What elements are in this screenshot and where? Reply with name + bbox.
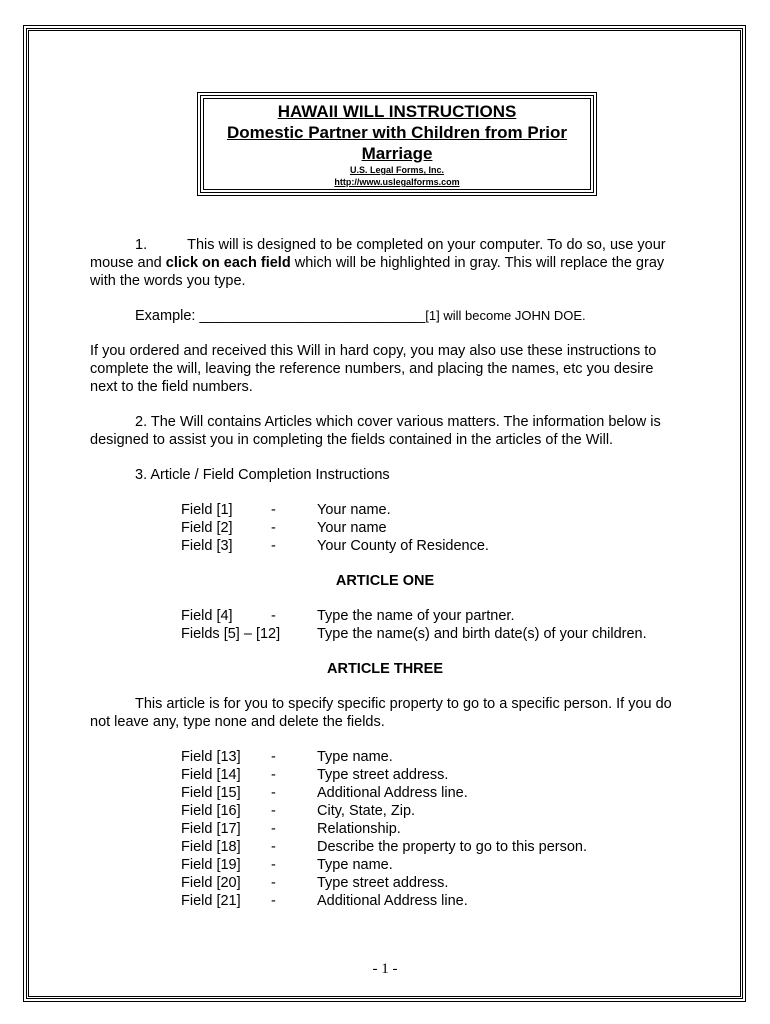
example-label: Example: (135, 308, 200, 324)
example-blank: ____________________________ (199, 308, 426, 324)
paragraph-1-text-b: which will be highlighted in gray. This will replace the gray with the words you type. (90, 255, 665, 289)
field-description: Additional Address line. (317, 893, 468, 909)
field-description: Type the name of your partner. (317, 608, 515, 624)
field-description: Your name (317, 520, 387, 536)
field-row (181, 874, 680, 892)
field-row (181, 766, 680, 784)
article-three-intro: This article is for you to specify specific property to go to a specific person. If you do not leave any, type none and delete the fields. (90, 696, 672, 730)
field-label: Field [20] (181, 875, 241, 891)
field-label: Field [1] (181, 502, 233, 518)
field-dash: - (271, 785, 276, 801)
field-dash: - (271, 749, 276, 765)
article-one-heading: ARTICLE ONE (335, 573, 435, 589)
document-title: HAWAII WILL INSTRUCTIONS (277, 102, 517, 121)
field-dash: - (271, 502, 276, 518)
article-three-heading: ARTICLE THREE (327, 661, 443, 677)
field-label: Field [18] (181, 839, 241, 855)
field-label: Field [21] (181, 893, 241, 909)
field-dash: - (271, 839, 276, 855)
field-description: Type street address. (317, 875, 449, 891)
field-row (181, 892, 680, 910)
field-row (181, 748, 680, 766)
field-dash: - (271, 520, 276, 536)
paragraph-hardcopy: If you ordered and received this Will in hard copy, you may also use these instructions to complete the will, leaving the reference numbers, and placing the names, etc you desire next to the field numbers. (90, 343, 657, 395)
field-dash: - (271, 803, 276, 819)
field-label: Field [3] (181, 538, 233, 554)
field-description: Describe the property to go to this person. (317, 839, 588, 855)
field-row (181, 607, 680, 625)
document-subtitle-line2: Marriage (361, 144, 433, 163)
field-label: Field [17] (181, 821, 241, 837)
field-dash: - (271, 875, 276, 891)
article-three-fields (90, 748, 680, 910)
field-description: Relationship. (317, 821, 401, 837)
example-line (90, 307, 680, 325)
field-description: Type name. (317, 857, 393, 873)
field-description: Type the name(s) and birth date(s) of your children. (317, 626, 647, 642)
field-dash: - (271, 821, 276, 837)
field-description: Type name. (317, 749, 393, 765)
field-description: Type street address. (317, 767, 449, 783)
field-row (181, 784, 680, 802)
paragraph-1-number: 1. (135, 237, 148, 253)
field-label: Field [2] (181, 520, 233, 536)
field-dash: - (271, 857, 276, 873)
field-label: Field [15] (181, 785, 241, 801)
field-label: Field [14] (181, 767, 241, 783)
company-name: U.S. Legal Forms, Inc. (349, 165, 445, 175)
field-row (181, 537, 680, 555)
field-row (181, 802, 680, 820)
paragraph-1-bold: click on each field (165, 255, 291, 271)
field-dash: - (271, 893, 276, 909)
field-description: Your name. (317, 502, 391, 518)
document-body (90, 236, 680, 910)
document-subtitle-line1: Domestic Partner with Children from Prior (226, 123, 568, 142)
field-description: City, State, Zip. (317, 803, 416, 819)
field-label: Field [19] (181, 857, 241, 873)
field-dash: - (271, 608, 276, 624)
field-row (181, 519, 680, 537)
field-row (181, 856, 680, 874)
paragraph-1 (90, 236, 680, 290)
example-suffix: [1] will become JOHN DOE. (425, 308, 586, 323)
field-row (181, 501, 680, 519)
field-label: Fields [5] – [12] (181, 626, 281, 642)
field-label: Field [13] (181, 749, 241, 765)
paragraph-3: 3. Article / Field Completion Instructions (135, 467, 390, 483)
field-dash: - (271, 767, 276, 783)
title-box (203, 98, 591, 190)
field-dash: - (271, 538, 276, 554)
field-description: Additional Address line. (317, 785, 468, 801)
field-label: Field [4] (181, 608, 233, 624)
paragraph-1-text-a: This will is designed to be completed on your computer. To do so, use your mouse and (90, 237, 666, 271)
field-description: Your County of Residence. (317, 538, 489, 554)
field-row (181, 820, 680, 838)
company-url[interactable]: http://www.uslegalforms.com (334, 177, 460, 187)
field-row (181, 838, 680, 856)
paragraph-2: 2. The Will contains Articles which cover various matters. The information below is designed to assist you in completing the fields contained in the articles of the Will. (90, 414, 661, 448)
field-label: Field [16] (181, 803, 241, 819)
page-number: - 1 - (372, 961, 398, 977)
field-row (181, 625, 680, 643)
